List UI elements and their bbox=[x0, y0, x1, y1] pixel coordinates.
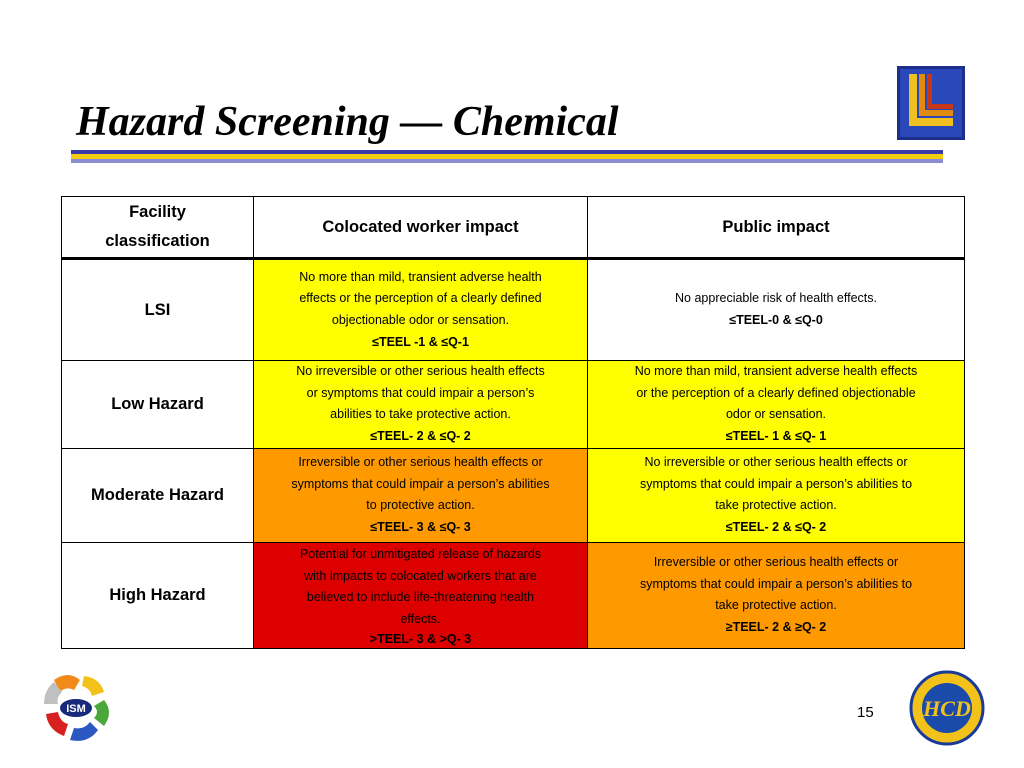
cell-text-line: odor or sensation. bbox=[725, 407, 827, 422]
cell-text-line: take protective action. bbox=[715, 598, 837, 613]
page-number: 15 bbox=[857, 704, 874, 721]
table-row bbox=[62, 448, 965, 542]
row-label-lsi: LSI bbox=[62, 259, 254, 361]
cell-text-line: or symptoms that could impair a person’s bbox=[306, 385, 535, 400]
cell-text-line: symptoms that could impair a person’s abilities bbox=[291, 476, 550, 491]
hcd-logo-icon bbox=[907, 670, 987, 746]
ism-logo-icon bbox=[40, 670, 118, 746]
cell-text-line: No more than mild, transient adverse health effects bbox=[634, 364, 918, 378]
title-rule-lavender bbox=[71, 159, 943, 163]
hcd-logo-text: HCD bbox=[923, 696, 971, 721]
cell-text-line: effects or the perception of a clearly defined bbox=[299, 291, 542, 306]
slide-title: Hazard Screening — Chemical bbox=[76, 99, 619, 145]
cell-criteria: ≤TEEL- 3 & ≤Q- 3 bbox=[370, 520, 471, 535]
cell-high-public bbox=[588, 542, 965, 648]
table-row bbox=[62, 542, 965, 648]
cell-low-colocated bbox=[254, 361, 588, 449]
cell-text-line: to protective action. bbox=[366, 498, 475, 513]
hazard-screening-table bbox=[61, 196, 965, 649]
row-label-high-hazard: High Hazard bbox=[62, 542, 254, 648]
header-colocated-worker-impact: Colocated worker impact bbox=[254, 197, 588, 259]
cell-text-line: symptoms that could impair a person’s abilities to bbox=[639, 476, 913, 491]
header-facility-classification bbox=[62, 197, 254, 259]
table-row bbox=[62, 259, 965, 361]
cell-text-line: effects. bbox=[400, 612, 441, 627]
row-label-low-hazard: Low Hazard bbox=[62, 361, 254, 449]
cell-moderate-colocated bbox=[254, 448, 588, 542]
cell-criteria: ≤TEEL -1 & ≤Q-1 bbox=[372, 334, 469, 349]
cell-text-line: No appreciable risk of health effects. bbox=[675, 291, 877, 306]
ism-logo-text: ISM bbox=[66, 703, 86, 715]
cell-text-line: take protective action. bbox=[715, 498, 837, 513]
header-facility-line1: Facility bbox=[129, 203, 186, 221]
cell-text-line: believed to include life-threatening health bbox=[306, 590, 535, 605]
cell-text-line: No irreversible or other serious health effects or bbox=[644, 454, 908, 469]
cell-low-public bbox=[588, 361, 965, 449]
cell-text-line: objectionable odor or sensation. bbox=[331, 313, 510, 327]
cell-text-line: or the perception of a clearly defined objectionable bbox=[636, 385, 916, 400]
cell-criteria: ≤TEEL- 2 & ≤Q- 2 bbox=[725, 520, 827, 535]
header-public-impact: Public impact bbox=[588, 197, 965, 259]
ll-logo-icon bbox=[897, 66, 965, 140]
cell-criteria: ≤TEEL- 1 & ≤Q- 1 bbox=[725, 429, 827, 444]
table-row bbox=[62, 361, 965, 449]
row-label-moderate-hazard: Moderate Hazard bbox=[62, 448, 254, 542]
cell-text-line: Potential for unmitigated release of hazards bbox=[299, 546, 542, 561]
cell-criteria: ≤TEEL-0 & ≤Q-0 bbox=[729, 313, 823, 327]
cell-text-line: abilities to take protective action. bbox=[330, 407, 511, 422]
cell-text-line: Irreversible or other serious health effects or bbox=[298, 454, 543, 469]
cell-text-line: symptoms that could impair a person’s abilities to bbox=[639, 576, 913, 591]
cell-criteria: >TEEL- 3 & >Q- 3 bbox=[369, 631, 472, 646]
cell-criteria: ≥TEEL- 2 & ≥Q- 2 bbox=[725, 620, 827, 635]
cell-lsi-colocated bbox=[254, 259, 588, 361]
cell-criteria: ≤TEEL- 2 & ≤Q- 2 bbox=[370, 429, 471, 444]
cell-lsi-public bbox=[588, 259, 965, 361]
cell-moderate-public bbox=[588, 448, 965, 542]
header-facility-line2: classification bbox=[105, 232, 210, 250]
cell-text-line: No irreversible or other serious health effects bbox=[296, 364, 545, 378]
cell-text-line: Irreversible or other serious health effects or bbox=[653, 554, 899, 569]
cell-text-line: with impacts to colocated workers that are bbox=[304, 568, 537, 583]
cell-high-colocated bbox=[254, 542, 588, 648]
cell-text-line: No more than mild, transient adverse health bbox=[299, 269, 542, 284]
